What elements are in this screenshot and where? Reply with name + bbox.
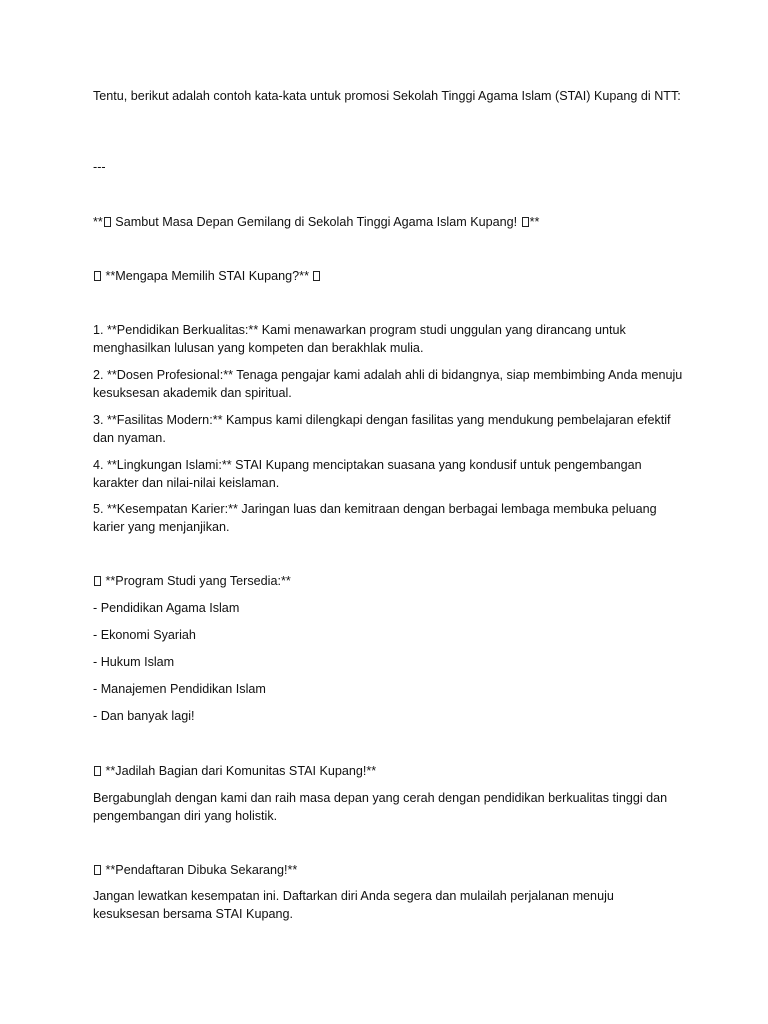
headline [93, 213, 683, 231]
program-item: - Dan banyak lagi! [93, 709, 195, 723]
registration-paragraph: Jangan lewatkan kesempatan ini. Daftarkan diri Anda segera dan mulailah perjalanan menuju kesuksesan bersama STAI Kupang. [93, 889, 614, 921]
missing-glyph-icon [94, 766, 101, 776]
why-heading-text: **Mengapa Memilih STAI Kupang?** [102, 269, 313, 283]
headline-suffix: ** [529, 215, 540, 229]
missing-glyph-icon [94, 271, 101, 281]
reason-item: 4. **Lingkungan Islami:** STAI Kupang menciptakan suasana yang kondusif untuk pengembangan karakter dan nilai-nilai keislaman. [93, 458, 642, 490]
registration-heading-text: **Pendaftaran Dibuka Sekarang!** [102, 863, 298, 877]
why-heading [93, 267, 683, 285]
programs-heading [93, 572, 683, 590]
reason-item: 2. **Dosen Profesional:** Tenaga pengajar kami adalah ahli di bidangnya, siap membimbing Anda menuju kesuksesan akademik dan spiritual. [93, 368, 683, 400]
registration-heading [93, 861, 683, 879]
headline-text: Sambut Masa Depan Gemilang di Sekolah Tinggi Agama Islam Kupang! [111, 215, 521, 229]
reason-item: 5. **Kesempatan Karier:** Jaringan luas dan kemitraan dengan berbagai lembaga membuka peluang karier yang menjanjikan. [93, 502, 657, 534]
program-item: - Manajemen Pendidikan Islam [93, 682, 266, 696]
community-heading-text: **Jadilah Bagian dari Komunitas STAI Kupang!** [102, 764, 377, 778]
missing-glyph-icon [313, 271, 320, 281]
community-paragraph: Bergabunglah dengan kami dan raih masa depan yang cerah dengan pendidikan berkualitas tinggi dan pengembangan diri yang holistik. [93, 791, 668, 823]
missing-glyph-icon [522, 217, 529, 227]
community-heading [93, 762, 683, 780]
missing-glyph-icon [104, 217, 111, 227]
reason-item: 3. **Fasilitas Modern:** Kampus kami dilengkapi dengan fasilitas yang mendukung pembelajaran efektif dan nyaman. [93, 413, 671, 445]
program-item: - Pendidikan Agama Islam [93, 601, 240, 615]
missing-glyph-icon [94, 576, 101, 586]
programs-heading-text: **Program Studi yang Tersedia:** [102, 574, 291, 588]
headline-prefix: ** [93, 215, 103, 229]
reason-item: 1. **Pendidikan Berkualitas:** Kami menawarkan program studi unggulan yang dirancang untuk menghasilkan lulusan yang kompeten dan berakhlak mulia. [93, 323, 626, 355]
missing-glyph-icon [94, 865, 101, 875]
separator: --- [93, 160, 106, 174]
program-item: - Hukum Islam [93, 655, 175, 669]
program-item: - Ekonomi Syariah [93, 628, 196, 642]
intro-paragraph: Tentu, berikut adalah contoh kata-kata untuk promosi Sekolah Tinggi Agama Islam (STAI) Kupang di NTT: [93, 89, 681, 103]
